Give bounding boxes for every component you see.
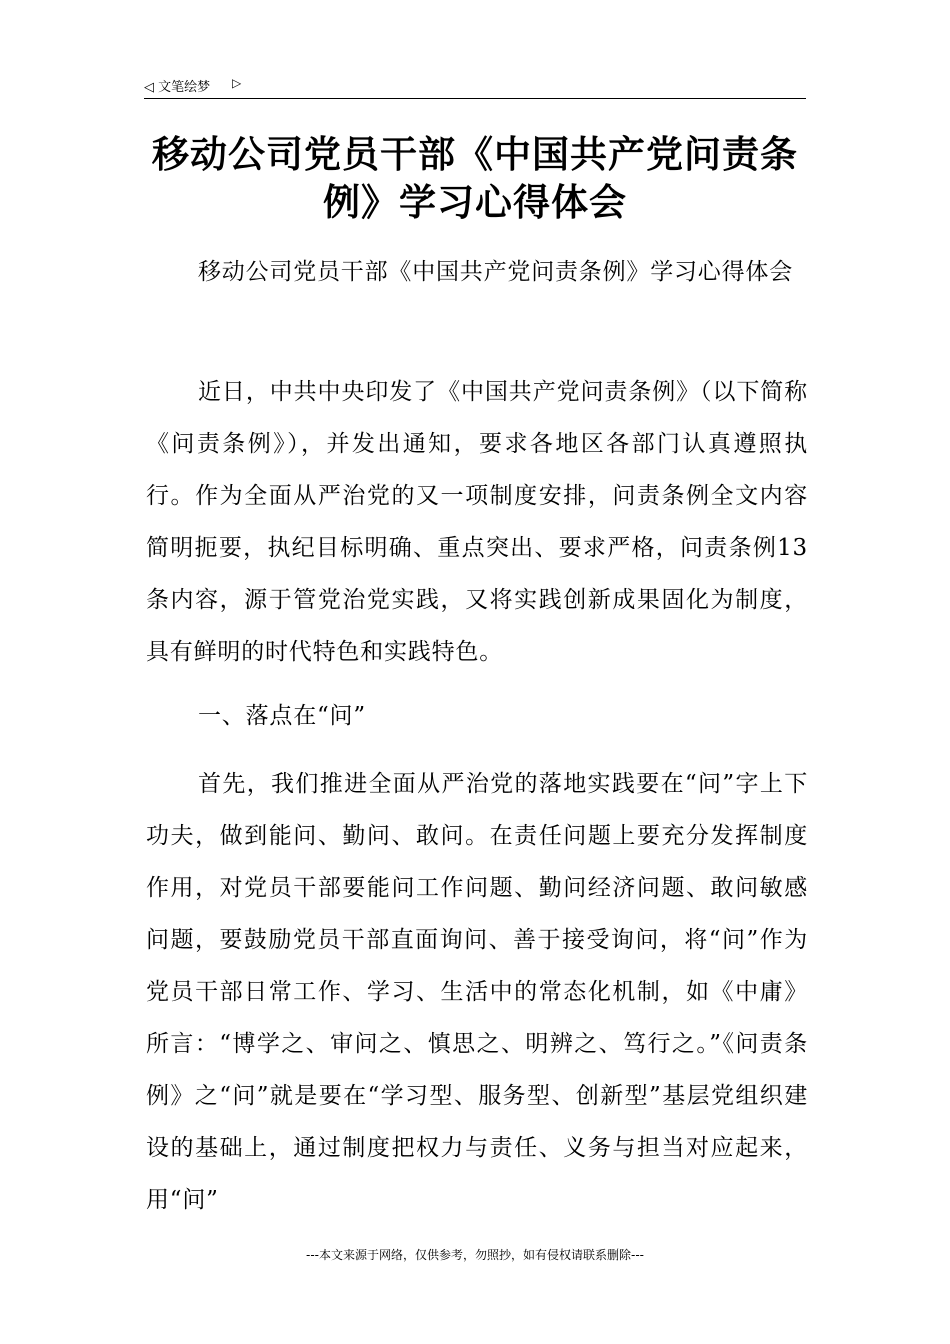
triangle-left-icon: ◁ [144,80,154,95]
header-label-group [144,76,210,95]
paragraph-intro: 近日，中共中央印发了《中国共产党问责条例》（以下简称《问责条例》），并发出通知，要求各地区各部门认真遵照执行。作为全面从严治党的又一项制度安排，问责条例全文内容简明扼要，执纪目标明确、重点突出、要求严格，问责条例13条内容，源于管党治党实践，又将实践创新成果固化为制度，具有鲜明的时代特色和实践特色。 [146,379,808,665]
section-heading: 一、落点在“问” [198,703,366,729]
footer-disclaimer: ---本文来源于网络，仅供参考，勿照抄，如有侵权请联系删除--- [306,1248,644,1262]
page-header [144,74,806,99]
header-label: 文笔绘梦 [158,80,211,95]
triangle-right-icon: ▷ [232,76,242,90]
document-title: 移动公司党员干部《中国共产党问责条例》学习心得体会 [152,132,798,224]
paragraph-subtitle: 移动公司党员干部《中国共产党问责条例》学习心得体会 [198,259,793,285]
paragraph-body: 首先，我们推进全面从严治党的落地实践要在“问”字上下功夫，做到能问、勤问、敢问。在责任问题上要充分发挥制度作用，对党员干部要能问工作问题、勤问经济问题、敢问敏感问题，要鼓励党员干部直面询问、善于接受询问，将“问”作为党员干部日常工作、学习、生活中的常态化机制，如《中庸》所言：“博学之、审问之、慎思之、明辨之、笃行之。”《问责条例》之“问”就是要在“学习型、服务型、创新型”基层党组织建设的基础上，通过制度把权力与责任、义务与担当对应起来，用“问” [146,771,808,1213]
